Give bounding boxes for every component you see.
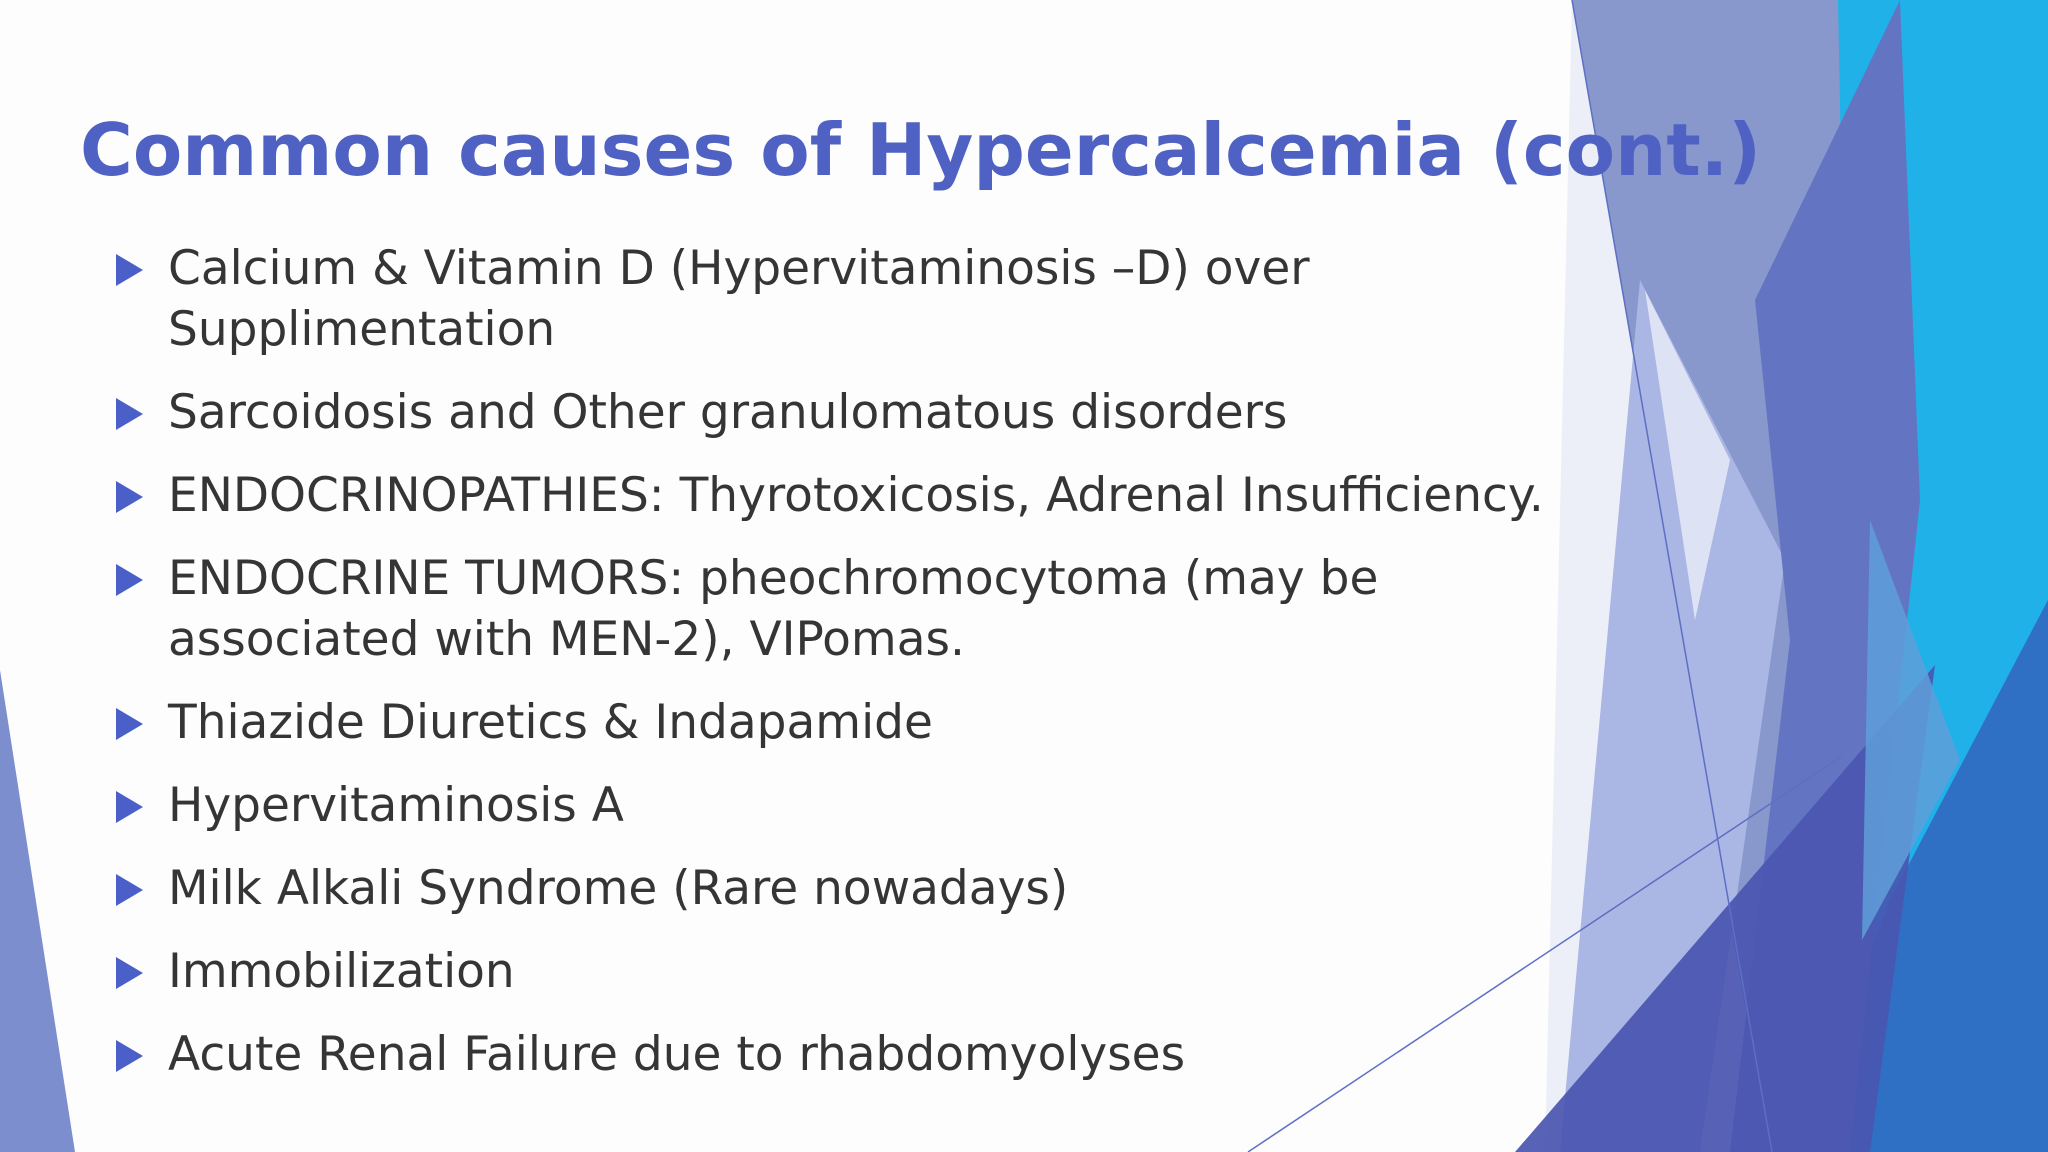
bullet-item <box>110 775 1610 836</box>
right-triangle-icon <box>116 957 143 989</box>
bullet-item <box>110 692 1610 753</box>
right-triangle-icon <box>116 254 143 286</box>
bullet-item <box>110 941 1610 1002</box>
right-triangle-icon <box>116 398 143 430</box>
bullet-text: Calcium & Vitamin D (Hypervitaminosis –D) over Supplimentation <box>168 241 1310 357</box>
bullet-item <box>110 858 1610 919</box>
bullet-list <box>110 238 1610 1107</box>
bullet-text: Hypervitaminosis A <box>168 778 624 833</box>
bullet-text: Thiazide Diuretics & Indapamide <box>168 695 933 750</box>
right-triangle-icon <box>116 708 143 740</box>
bullet-text: Acute Renal Failure due to rhabdomyolyses <box>168 1027 1186 1082</box>
bullet-text: Sarcoidosis and Other granulomatous disorders <box>168 385 1288 440</box>
right-triangle-icon <box>116 481 143 513</box>
bullet-item <box>110 465 1610 526</box>
slide-title: Common causes of Hypercalcemia (cont.) <box>80 108 1761 192</box>
right-triangle-icon <box>116 1040 143 1072</box>
bullet-text: Milk Alkali Syndrome (Rare nowadays) <box>168 861 1069 916</box>
decor-left-edge-strip <box>0 670 75 1152</box>
right-triangle-icon <box>116 874 143 906</box>
bullet-item <box>110 1024 1610 1085</box>
bullet-item <box>110 382 1610 443</box>
right-triangle-icon <box>116 564 143 596</box>
bullet-item <box>110 548 1610 670</box>
right-triangle-icon <box>116 791 143 823</box>
bullet-text: ENDOCRINOPATHIES: Thyrotoxicosis, Adrenal Insufficiency. <box>168 468 1544 523</box>
bullet-item <box>110 238 1610 360</box>
bullet-text: ENDOCRINE TUMORS: pheochromocytoma (may be associated with MEN-2), VIPomas. <box>168 551 1379 667</box>
bullet-text: Immobilization <box>168 944 515 999</box>
